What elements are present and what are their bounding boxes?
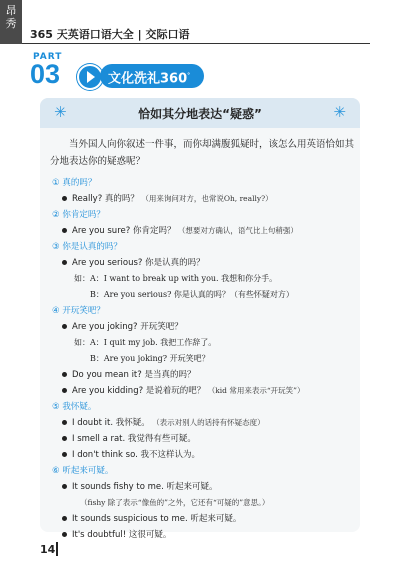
line-text: Are you serious? 你是认真的吗？ [72, 258, 205, 268]
section-mark: ° [187, 72, 191, 79]
line-text: 如：A：I want to break up with you. 我想和你分手。 [74, 274, 278, 283]
bullet-icon [62, 516, 67, 521]
line-note: （用来询问对方，也常说Oh, really?） [138, 194, 273, 203]
group-heading: ① 真的吗？ [52, 178, 97, 188]
line-note: （表示对别人的话持有怀疑态度） [149, 418, 265, 427]
publisher-char-2: 秀 [5, 17, 17, 30]
expression-item [52, 479, 357, 495]
group-heading: ② 你肯定吗？ [52, 210, 105, 220]
bullet-icon [62, 324, 67, 329]
bullet-icon [62, 452, 67, 457]
group-heading: ⑤ 我怀疑。 [52, 402, 97, 412]
bullet-icon [62, 372, 67, 377]
expression-item [52, 223, 357, 239]
expression-item [52, 255, 357, 271]
snowflake-icon: ✳ [54, 103, 67, 121]
line-text: B：Are you joking? 开玩笑吧？ [90, 354, 210, 363]
bullet-icon [62, 436, 67, 441]
bullet-icon [62, 196, 67, 201]
page-number: 14 [40, 543, 56, 556]
expression-item [52, 383, 357, 399]
line-text: Are you sure? 你肯定吗？ [72, 226, 176, 236]
card-header [40, 98, 360, 128]
line-note: （想要对方确认，语气比上句稍强） [175, 226, 298, 235]
line-note: （kid 常用来表示“开玩笑”） [205, 386, 305, 395]
line-text: I smell a rat. 我觉得有些可疑。 [72, 434, 196, 444]
running-header: 365 天英语口语大全 | 交际口语 [30, 28, 190, 41]
bullet-icon [62, 484, 67, 489]
content-card [40, 98, 360, 540]
line-text: I doubt it. 我怀疑。 [72, 418, 150, 428]
group-heading: ④ 开玩笑吧？ [52, 306, 105, 316]
snowflake-icon: ✳ [333, 103, 346, 121]
line-text: B：Are you serious? 你是认真的吗？（有些怀疑对方） [90, 290, 294, 299]
header-rule [22, 43, 370, 44]
publisher-tab [0, 0, 22, 44]
expression-item [52, 319, 357, 335]
expression-item [52, 191, 357, 207]
expression-item [52, 511, 357, 527]
expression-item [52, 415, 357, 431]
bullet-icon [62, 532, 67, 537]
section-title: 文化洗礼360 [108, 71, 188, 87]
part-label: PART [33, 52, 63, 62]
bullet-icon [62, 420, 67, 425]
line-text: Are you joking? 开玩笑吧？ [72, 322, 183, 332]
line-text: （fishy 除了表示“像鱼的”之外，它还有“可疑的”意思。） [80, 498, 270, 507]
group-heading: ⑥ 听起来可疑。 [52, 466, 114, 476]
expression-item [52, 431, 357, 447]
bullet-icon [62, 388, 67, 393]
line-text: It sounds fishy to me. 听起来可疑。 [72, 482, 218, 492]
bullet-icon [62, 260, 67, 265]
line-text: It's doubtful! 这很可疑。 [72, 530, 172, 540]
line-text: I don't think so. 我不这样认为。 [72, 450, 201, 460]
line-text: Do you mean it? 是当真的吗？ [72, 370, 196, 380]
line-text: Really? 真的吗？ [72, 194, 139, 204]
example-line [52, 271, 357, 287]
expression-list [52, 176, 357, 543]
publisher-char-1: 昂 [5, 4, 17, 17]
example-line [52, 287, 357, 303]
page-number-bar [56, 542, 58, 556]
line-text: It sounds suspicious to me. 听起来可疑。 [72, 514, 242, 524]
expression-item [52, 447, 357, 463]
section-banner [100, 64, 204, 88]
intro-paragraph: 当外国人向你叙述一件事，而你却满腹狐疑时，该怎么用英语恰如其分地表达你的疑惑呢？ [50, 139, 355, 167]
line-text: Are you kidding? 是说着玩的吧？ [72, 386, 206, 396]
part-number: 03 [30, 59, 61, 89]
bullet-icon [62, 228, 67, 233]
example-line [52, 351, 357, 367]
expression-item [52, 367, 357, 383]
expression-item [52, 527, 357, 543]
example-line [52, 335, 357, 351]
group-heading: ③ 你是认真的吗？ [52, 242, 122, 252]
usage-note [52, 495, 357, 511]
line-text: 如：A：I quit my job. 我把工作辞了。 [74, 338, 217, 347]
card-title: 恰如其分地表达“疑惑” [138, 107, 262, 121]
